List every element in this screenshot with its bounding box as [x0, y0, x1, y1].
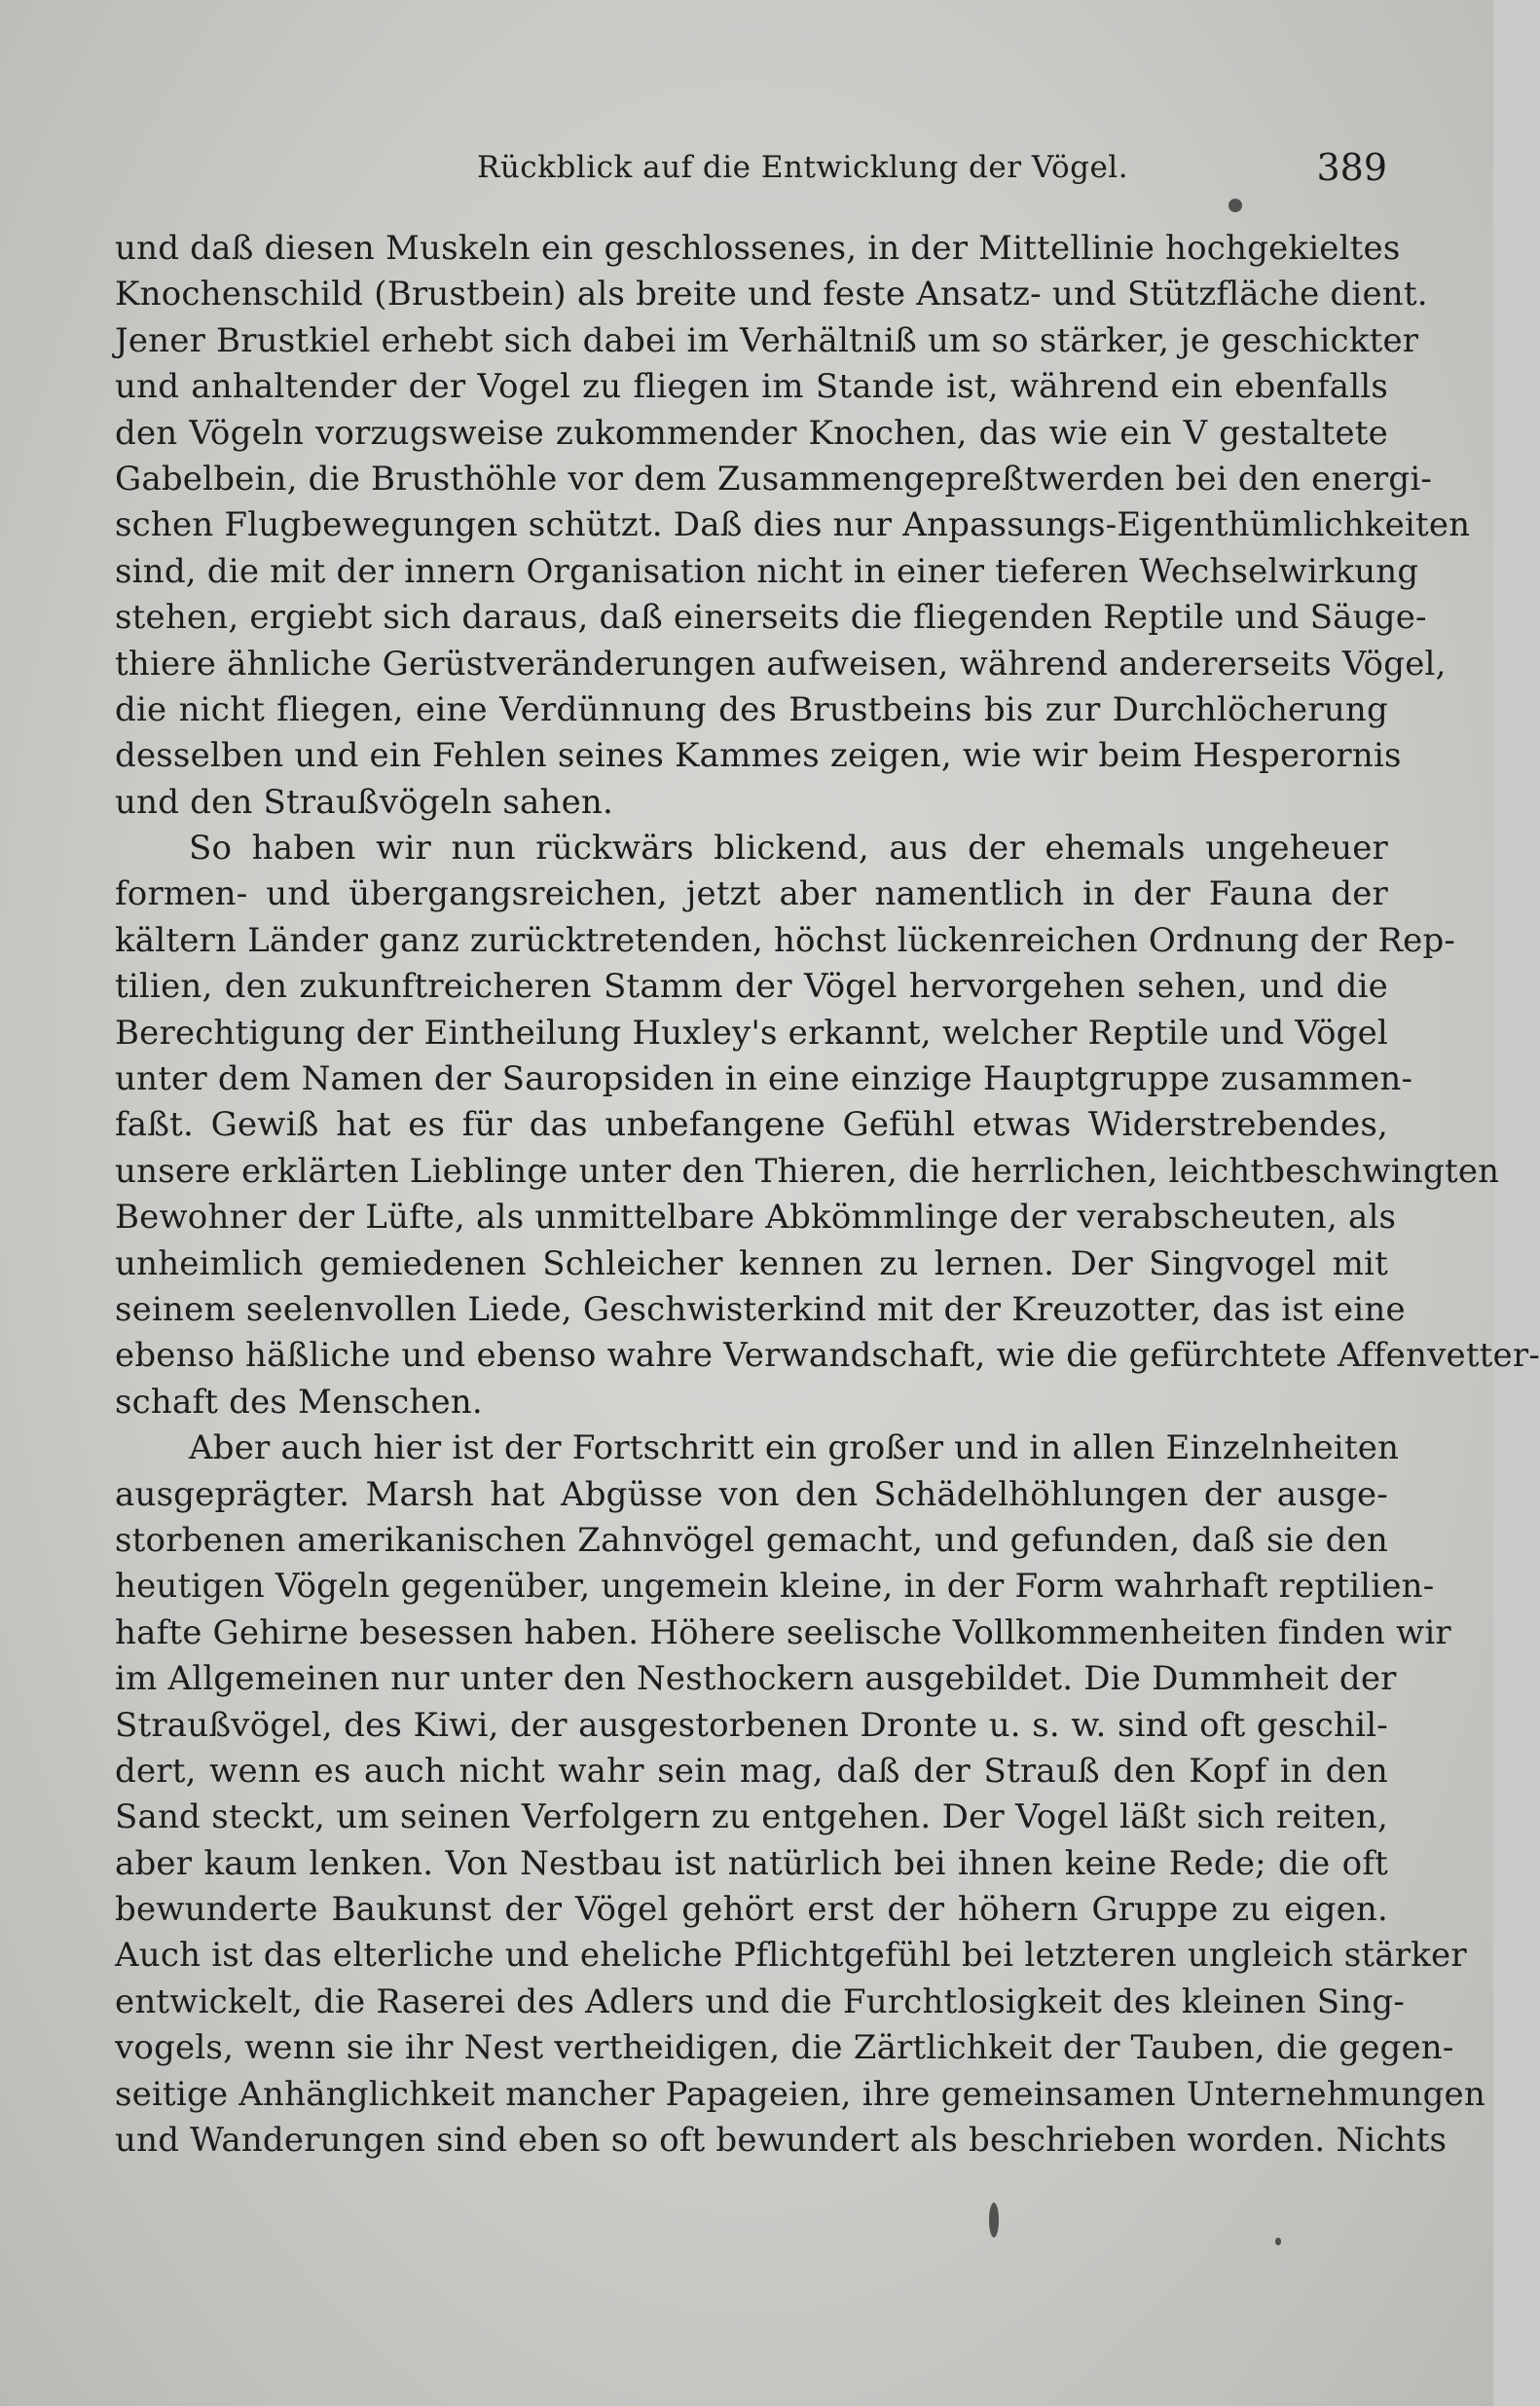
ink-spot: [1275, 2238, 1281, 2245]
text-line: schaft des Menschen.: [115, 1382, 483, 1422]
text-line: und Wanderungen sind eben so oft bewundert als beschrieben worden. Nichts: [115, 2121, 1448, 2161]
text-line: bewunderte Baukunst der Vögel gehört erst der höhern Gruppe zu eigen.: [115, 1890, 1388, 1930]
text-line: Sand steckt, um seinen Verfolgern zu entgehen. Der Vogel läßt sich reiten,: [115, 1797, 1388, 1837]
text-line: und daß diesen Muskeln ein geschlossenes, in der Mittellinie hochgekieltes: [115, 229, 1401, 268]
text-line: und anhaltender der Vogel zu fliegen im Stande ist, während ein ebenfalls: [115, 367, 1388, 407]
text-line: seinem seelenvollen Liede, Geschwisterkind mit der Kreuzotter, das ist eine: [115, 1289, 1406, 1329]
text-line: hafte Gehirne besessen haben. Höhere seelische Vollkommenheiten finden wir: [115, 1612, 1451, 1652]
page-number: 389: [1316, 146, 1387, 189]
text-line: ausgeprägter. Marsh hat Abgüsse von den Schädelhöhlungen der ausge-: [115, 1474, 1388, 1514]
running-head-title: Rückblick auf die Entwicklung der Vögel.: [477, 150, 1129, 185]
text-line: schen Flugbewegungen schützt. Daß dies nur Anpassungs-Eigenthümlichkeiten: [115, 505, 1471, 545]
text-line: stehen, ergiebt sich daraus, daß einerseits die fliegenden Reptile und Säuge-: [115, 598, 1427, 638]
text-line: vogels, wenn sie ihr Nest vertheidigen, die Zärtlichkeit der Tauben, die gegen-: [115, 2028, 1454, 2068]
text-line: Bewohner der Lüfte, als unmittelbare Abkömmlinge der verabscheuten, als: [115, 1198, 1397, 1238]
body-text: [115, 226, 1540, 2164]
text-line: Straußvögel, des Kiwi, der ausgestorbenen Dronte u. s. w. sind oft geschil-: [115, 1705, 1388, 1745]
text-line: dert, wenn es auch nicht wahr sein mag, daß der Strauß den Kopf in den: [115, 1751, 1388, 1791]
text-line: ebenso häßliche und ebenso wahre Verwandschaft, wie die gefürchtete Affenvetter-: [115, 1336, 1540, 1376]
text-line: Knochenschild (Brustbein) als breite und feste Ansatz- und Stützfläche dient.: [115, 275, 1428, 315]
ink-spot: [989, 2202, 999, 2238]
text-line: aber kaum lenken. Von Nestbau ist natürlich bei ihnen keine Rede; die oft: [115, 1843, 1388, 1883]
text-line: storbenen amerikanischen Zahnvögel gemacht, und gefunden, daß sie den: [115, 1520, 1388, 1560]
text-line: Gabelbein, die Brusthöhle vor dem Zusammengepreßtwerden bei den energi-: [115, 459, 1433, 499]
text-line: den Vögeln vorzugsweise zukommender Knochen, das wie ein V gestaltete: [115, 413, 1388, 453]
ink-spot: [1228, 199, 1242, 212]
text-line: sind, die mit der innern Organisation nicht in einer tieferen Wechselwirkung: [115, 551, 1419, 591]
text-line: heutigen Vögeln gegenüber, ungemein kleine, in der Form wahrhaft reptilien-: [115, 1567, 1435, 1607]
text-line: Jener Brustkiel erhebt sich dabei im Verhältniß um so stärker, je geschickter: [115, 320, 1419, 360]
text-line: Auch ist das elterliche und eheliche Pflichtgefühl bei letzteren ungleich stärker: [115, 1936, 1467, 1976]
text-line: Berechtigung der Eintheilung Huxley's erkannt, welcher Reptile und Vögel: [115, 1013, 1388, 1053]
text-line: seitige Anhänglichkeit mancher Papageien, ihre gemeinsamen Unternehmungen: [115, 2074, 1485, 2114]
text-line: tilien, den zukunftreicheren Stamm der Vögel hervorgehen sehen, und die: [115, 967, 1388, 1007]
text-line: desselben und ein Fehlen seines Kammes zeigen, wie wir beim Hesperornis: [115, 736, 1402, 776]
text-line: formen- und übergangsreichen, jetzt aber namentlich in der Fauna der: [115, 874, 1388, 914]
paragraph-start-line: Aber auch hier ist der Fortschritt ein großer und in allen Einzelnheiten: [189, 1428, 1400, 1468]
text-line: faßt. Gewiß hat es für das unbefangene Gefühl etwas Widerstrebendes,: [115, 1105, 1388, 1145]
text-line: unter dem Namen der Sauropsiden in eine einzige Hauptgruppe zusammen-: [115, 1059, 1413, 1099]
text-line: und den Straußvögeln sahen.: [115, 782, 614, 822]
text-line: kältern Länder ganz zurücktretenden, höchst lückenreichen Ordnung der Rep-: [115, 920, 1456, 960]
text-line: im Allgemeinen nur unter den Nesthockern ausgebildet. Die Dummheit der: [115, 1659, 1397, 1699]
text-line: thiere ähnliche Gerüstveränderungen aufweisen, während andererseits Vögel,: [115, 644, 1447, 684]
running-head: [117, 146, 1387, 195]
text-line: entwickelt, die Raserei des Adlers und die Furchtlosigkeit des kleinen Sing-: [115, 1981, 1406, 2021]
text-line: unheimlich gemiedenen Schleicher kennen zu lernen. Der Singvogel mit: [115, 1243, 1388, 1283]
paragraph-start-line: So haben wir nun rückwärs blickend, aus der ehemals ungeheuer: [189, 829, 1388, 869]
text-line: unsere erklärten Lieblinge unter den Thieren, die herrlichen, leichtbeschwingten: [115, 1151, 1500, 1191]
text-line: die nicht fliegen, eine Verdünnung des Brustbeins bis zur Durchlöcherung: [115, 689, 1388, 729]
